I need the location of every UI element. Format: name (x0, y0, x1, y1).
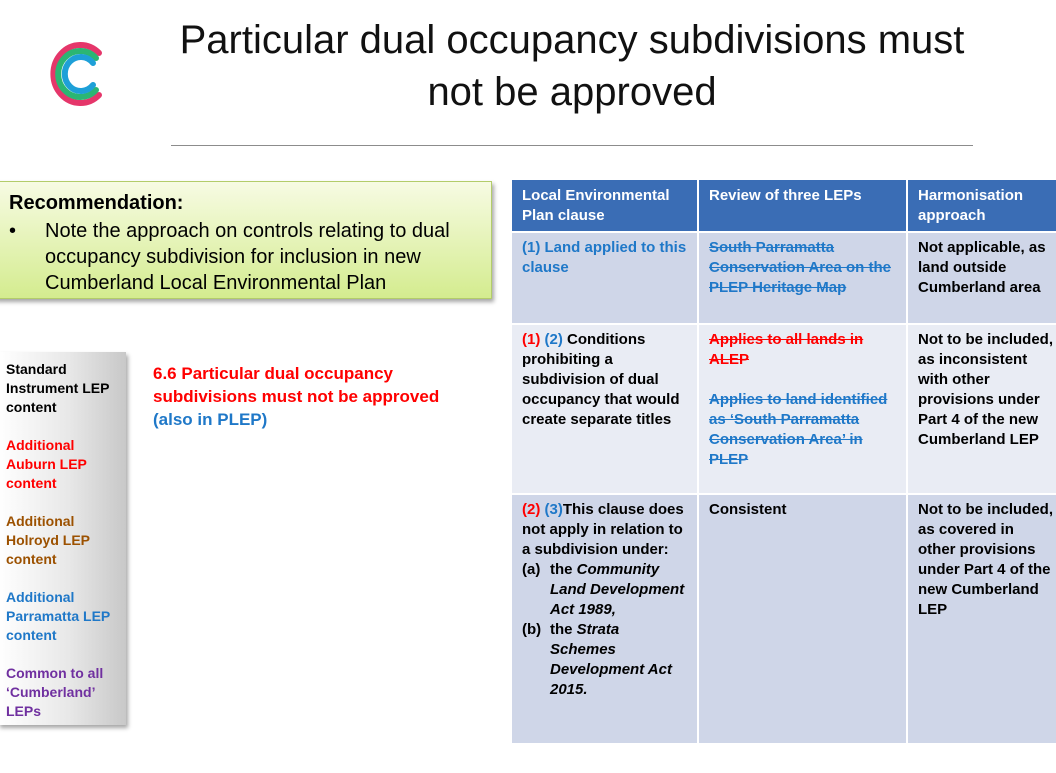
row1-clause: (1) Land applied to this clause (511, 232, 698, 324)
row1-approach: Not applicable, as land outside Cumberland area (907, 232, 1056, 324)
clause-note: (also in PLEP) (153, 410, 268, 429)
cumberland-logo-icon (44, 38, 110, 110)
row3-clause-text: This clause does not apply in relation to a subdivision under: (522, 501, 684, 558)
recommendation-item (3, 218, 479, 296)
header-approach: Harmonisation approach (907, 179, 1056, 232)
item-a-label: (a) (522, 561, 541, 578)
row1-review-text: South Parramatta Conservation Area on the PLEP Heritage Map (709, 239, 891, 296)
item-b-prefix: the (550, 621, 573, 638)
row2-approach: Not to be included, as inconsistent with other provisions under Part 4 of the new Cumberland LEP (907, 324, 1056, 494)
table-row (511, 232, 1056, 324)
table-row (511, 324, 1056, 494)
page-title: Particular dual occupancy subdivisions must not be approved (179, 18, 965, 114)
bullet-icon: • (9, 220, 17, 242)
item-b-act: Strata Schemes Development Act 2015. (550, 621, 672, 698)
row1-review (698, 232, 907, 324)
legend-auburn: Additional Auburn LEP content (6, 437, 87, 491)
row2-review-auburn: Applies to all lands in ALEP (709, 331, 864, 368)
legend-parramatta: Additional Parramatta LEP content (6, 589, 111, 643)
legend-standard: Standard Instrument LEP content (6, 361, 110, 415)
list-item (522, 620, 689, 700)
item-b-label: (b) (522, 621, 542, 638)
legend-common: Common to all ‘Cumberland’ LEPs (6, 665, 104, 719)
item-a-act: Community Land Development Act 1989, (550, 561, 685, 618)
clause-title: 6.6 Particular dual occupancy subdivisions must not be approved (153, 364, 440, 406)
row3-num-auburn: (2) (522, 501, 541, 518)
header-review: Review of three LEPs (698, 179, 907, 232)
row3-num-parramatta: (3) (544, 501, 563, 518)
row2-num-auburn: (1) (522, 331, 541, 348)
row2-clause-text: Conditions prohibiting a subdivision of dual occupancy that would create separate titles (522, 331, 680, 428)
row2-review (698, 324, 907, 494)
item-a-prefix: the (550, 561, 573, 578)
recommendation-text: Note the approach on controls relating to dual occupancy subdivision for inclusion in new Cumberland Local Environmental Plan (45, 220, 450, 294)
legend-holroyd: Additional Holroyd LEP content (6, 513, 90, 567)
table-header-row (511, 179, 1056, 232)
color-legend (0, 352, 126, 725)
clause-heading (153, 362, 483, 431)
list-item (522, 560, 689, 620)
recommendation-box (0, 181, 492, 299)
row2-review-parramatta: Applies to land identified as ‘South Parramatta Conservation Area’ in PLEP (709, 391, 888, 468)
row3-clause (511, 494, 698, 744)
header-clause: Local Environmental Plan clause (511, 179, 698, 232)
lep-comparison-table (510, 178, 1056, 745)
recommendation-heading: Recommendation: (9, 192, 184, 214)
row2-num-parramatta: (2) (544, 331, 563, 348)
row3-approach: Not to be included, as covered in other provisions under Part 4 of the new Cumberland LEP (907, 494, 1056, 744)
row2-clause (511, 324, 698, 494)
table-row (511, 494, 1056, 744)
row3-review: Consistent (698, 494, 907, 744)
title-divider (171, 145, 973, 146)
